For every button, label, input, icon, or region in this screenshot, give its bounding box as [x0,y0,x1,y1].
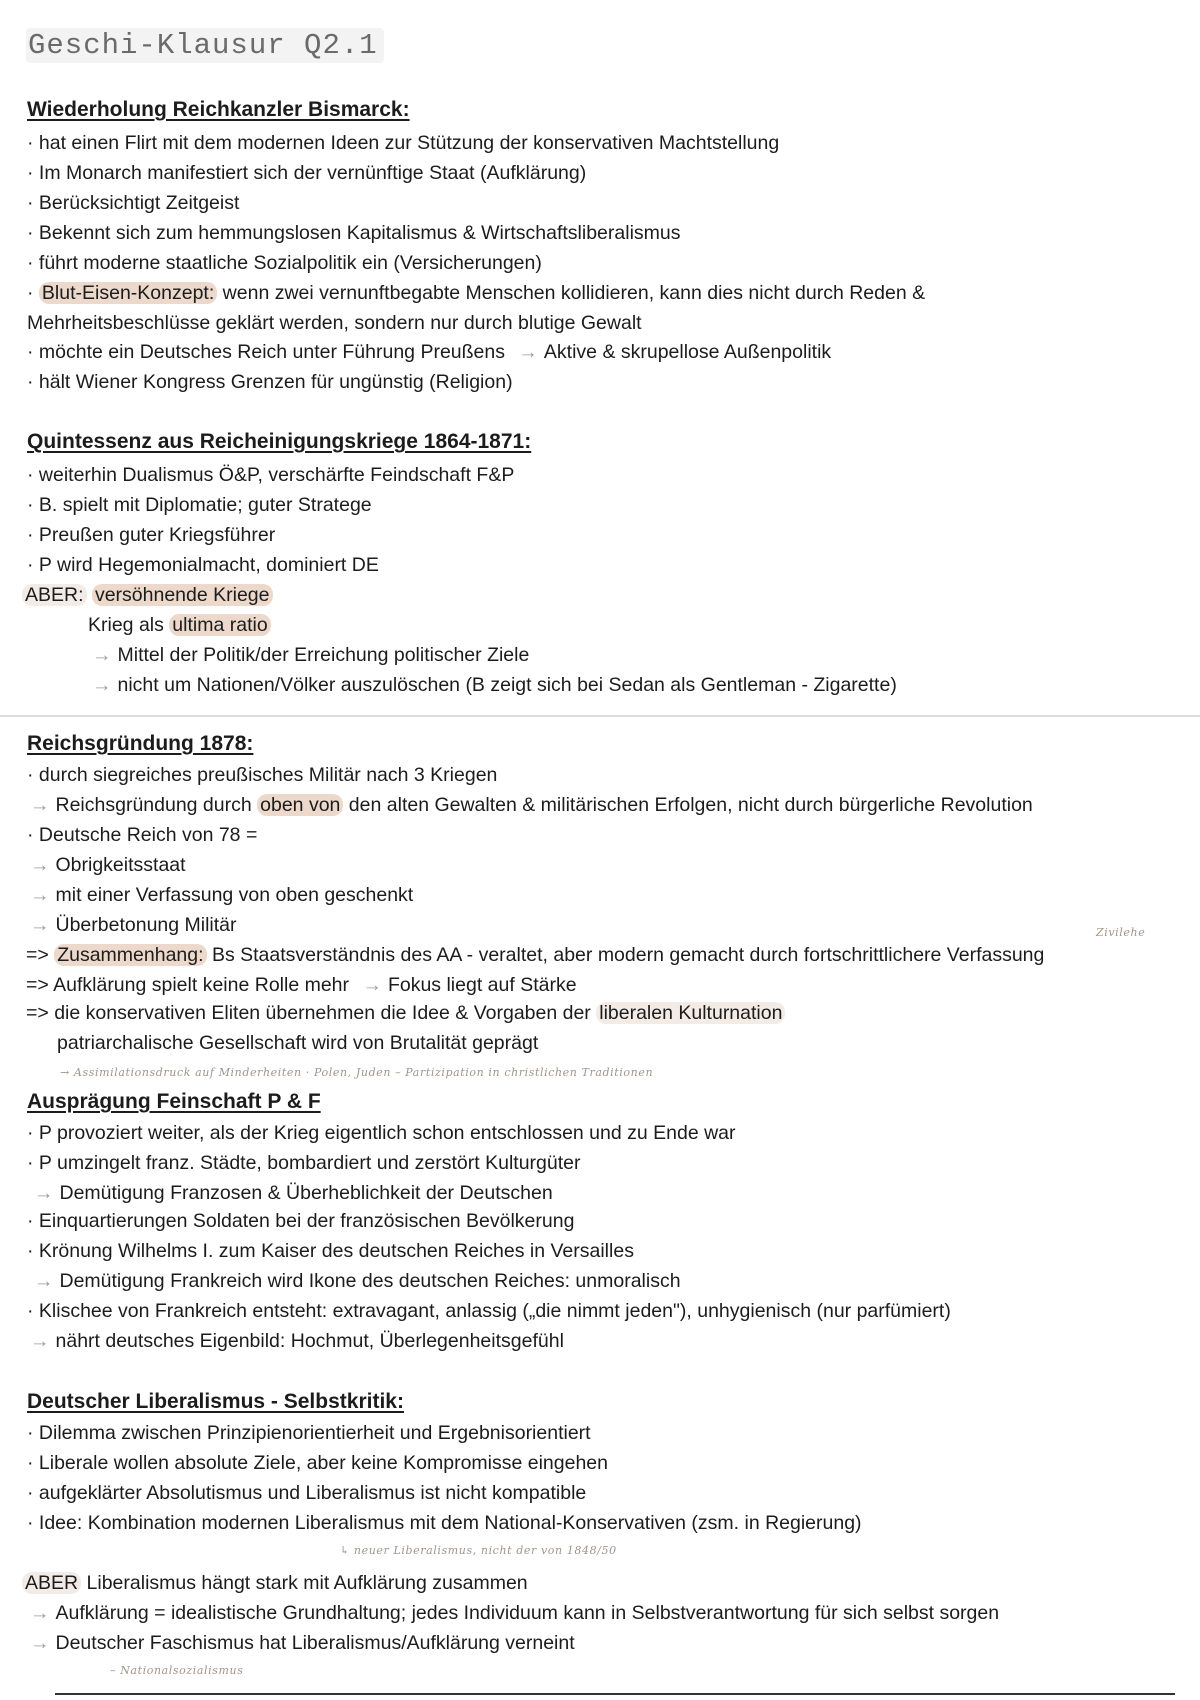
page-divider [0,715,1200,717]
line-text: => Aufklärung spielt keine Rolle mehr [26,974,350,996]
line-text: · möchte ein Deutsches Reich unter Führung Preußens [27,341,505,363]
line-text: Deutscher Faschismus hat Liberalismus/Aufklärung verneint [55,1632,575,1654]
sub-line [88,612,271,638]
line-text: Überbetonung Militär [55,914,237,936]
arrow-line [30,792,1033,818]
sub-line: patriarchalische Gesellschaft wird von Brutalität geprägt [57,1032,539,1054]
bullet-line: · P umzingelt franz. Städte, bombardiert und zerstört Kulturgüter [27,1152,581,1174]
bullet-line: · Krönung Wilhelms I. zum Kaiser des deutschen Reiches in Versailles [27,1240,634,1262]
line-text: den alten Gewalten & militärischen Erfolgen, nicht durch bürgerliche Revolution [343,794,1033,816]
bullet-line: · hat einen Flirt mit dem modernen Ideen zur Stützung der konservativen Machtstellung [27,132,780,154]
line-text: Mittel der Politik/der Erreichung politischer Ziele [117,644,530,666]
conclusion-line [26,972,577,998]
aber-label: ABER [22,1572,81,1594]
bullet-line: · P provoziert weiter, als der Krieg eigentlich schon entschlossen und zu Ende war [27,1122,736,1144]
line-text: => [26,944,49,966]
conclusion-line [26,1000,785,1026]
sub-line [92,642,529,668]
bullet-line: · Einquartierungen Soldaten bei der französischen Bevölkerung [27,1210,575,1232]
bullet-line: · aufgeklärter Absolutismus und Liberalismus ist nicht kompatible [27,1482,587,1504]
handwritten-note: – Nationalsozialismus [110,1664,244,1677]
conclusion-line [26,942,1044,968]
bullet-line: · Liberale wollen absolute Ziele, aber keine Kompromisse eingehen [27,1452,609,1474]
arrow-icon: → [30,914,50,936]
arrow-icon: → [30,854,50,876]
section-heading-liberalismus: Deutscher Liberalismus - Selbstkritik: [27,1390,404,1413]
line-text: Aufklärung = idealistische Grundhaltung; jedes Individuum kann in Selbstverantwortung für sich selbst sorgen [55,1602,1000,1624]
line-text: Krieg als [88,614,164,636]
bullet-line: · führt moderne staatliche Sozialpolitik ein (Versicherungen) [27,252,542,274]
bullet-line: · Berücksichtigt Zeitgeist [27,192,240,214]
section-heading-quintessenz: Quintessenz aus Reicheinigungskriege 1864-1871: [27,430,532,453]
arrow-line [30,882,413,908]
bullet-line: · weiterhin Dualismus Ö&P, verschärfte Feindschaft F&P [27,464,515,486]
bullet-line: · Idee: Kombination modernen Liberalismus mit dem National-Konservativen (zsm. in Regierung) [27,1512,862,1534]
handwritten-note: Zivilehe [1096,926,1146,939]
arrow-line [34,1180,553,1206]
line-text: wenn zwei vernunftbegabte Menschen kollidieren, kann dies nicht durch Reden & [217,282,926,304]
bullet-line: · Deutsche Reich von 78 = [27,824,258,846]
arrow-icon: → [30,794,50,816]
arrow-icon: → [362,974,382,996]
line-text: Demütigung Franzosen & Überheblichkeit der Deutschen [59,1182,553,1204]
bullet-line: · Preußen guter Kriegsführer [27,524,276,546]
bottom-rule [55,1693,1175,1695]
section-heading-reichsgruendung: Reichsgründung 1878: [27,732,254,755]
bullet-dot: · [27,282,34,304]
arrow-icon: → [30,884,50,906]
bullet-line [27,280,925,306]
arrow-icon: → [30,1632,50,1654]
highlighted-term: liberalen Kulturnation [596,1002,785,1024]
bullet-line: · durch siegreiches preußisches Militär nach 3 Kriegen [27,764,498,786]
bullet-line: · Im Monarch manifestiert sich der vernünftige Staat (Aufklärung) [27,162,587,184]
aber-line [22,1570,528,1596]
page-title: Geschi-Klausur Q2.1 [26,28,384,63]
bullet-line: · B. spielt mit Diplomatie; guter Stratege [27,494,372,516]
arrow-icon: → [34,1182,54,1204]
line-text: Aktive & skrupellose Außenpolitik [543,341,832,363]
bullet-line [27,339,831,365]
bullet-line: · Klischee von Frankreich entsteht: extravagant, anlassig („die nimmt jeden"), unhygienisch (nur parfümiert) [27,1300,951,1322]
arrow-line [30,1630,575,1656]
line-text: Bs Staatsverständnis des AA - veraltet, aber modern gemacht durch fortschrittlichere Verfassung [206,944,1045,966]
line-text: nicht um Nationen/Völker auszulöschen (B zeigt sich bei Sedan als Gentleman - Zigarette) [117,674,897,696]
bullet-line: · hält Wiener Kongress Grenzen für ungünstig (Religion) [27,371,513,393]
handwritten-note: ↳ neuer Liberalismus, nicht der von 1848/50 [340,1544,617,1557]
arrow-icon: → [34,1270,54,1292]
line-text: nährt deutsches Eigenbild: Hochmut, Überlegenheitsgefühl [55,1330,564,1352]
line-text: Demütigung Frankreich wird Ikone des deutschen Reiches: unmoralisch [59,1270,681,1292]
section-heading-bismarck: Wiederholung Reichkanzler Bismarck: [27,98,410,121]
arrow-line [30,1600,999,1626]
section-heading-feindschaft: Ausprägung Feinschaft P & F [27,1090,321,1113]
line-text: Liberalismus hängt stark mit Aufklärung zusammen [81,1572,528,1594]
highlighted-term: versöhnende Kriege [92,584,273,606]
highlighted-term: ultima ratio [169,614,270,636]
arrow-icon: → [30,1330,50,1352]
arrow-line [30,912,237,938]
line-text: Reichsgründung durch [55,794,252,816]
aber-label: ABER: [22,584,87,606]
arrow-icon: → [92,674,112,696]
line-text: Obrigkeitsstaat [55,854,186,876]
aber-line [22,582,273,608]
arrow-icon: → [518,341,538,363]
arrow-line [30,852,186,878]
bullet-line: · Dilemma zwischen Prinzipienorientierheit und Ergebnisorientiert [27,1422,591,1444]
arrow-line [30,1328,564,1354]
line-text: mit einer Verfassung von oben geschenkt [55,884,414,906]
continuation-line: Mehrheitsbeschlüsse geklärt werden, sondern nur durch blutige Gewalt [27,312,642,334]
arrow-icon: → [92,644,112,666]
highlighted-term: Blut-Eisen-Konzept: [39,282,217,304]
highlighted-term: oben von [257,794,343,816]
sub-line [92,672,897,698]
handwritten-note: → Assimilationsdruck auf Minderheiten · Polen, Juden – Partizipation in christlichen Traditionen [60,1066,654,1079]
bullet-line: · P wird Hegemonialmacht, dominiert DE [27,554,379,576]
arrow-icon: → [30,1602,50,1624]
line-text: => die konservativen Eliten übernehmen die Idee & Vorgaben der [26,1002,591,1024]
line-text: Fokus liegt auf Stärke [387,974,577,996]
highlighted-term: Zusammenhang: [54,944,206,966]
arrow-line [34,1268,681,1294]
bullet-line: · Bekennt sich zum hemmungslosen Kapitalismus & Wirtschaftsliberalismus [27,222,681,244]
